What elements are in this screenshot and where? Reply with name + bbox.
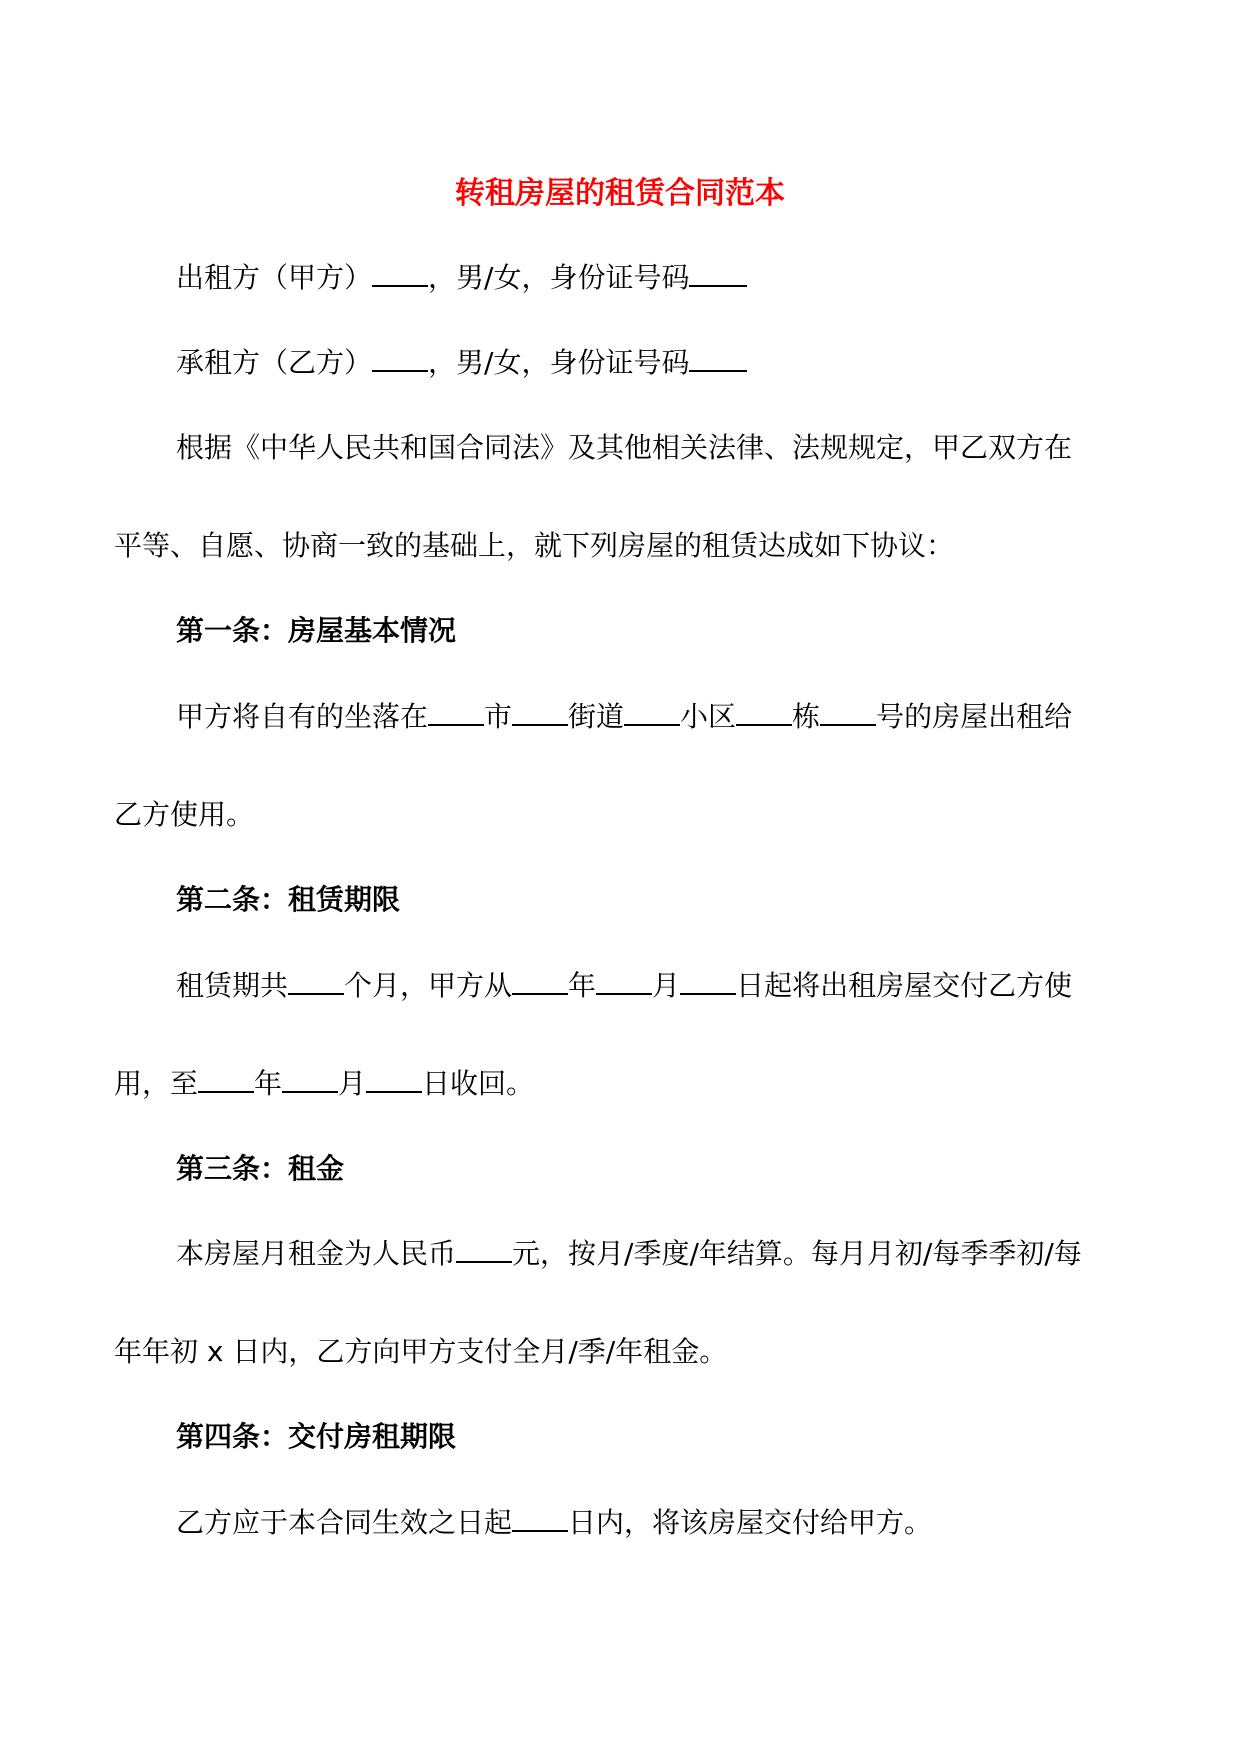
party-a-name-blank — [372, 259, 428, 287]
party-b-name-blank — [372, 344, 428, 372]
article-1-text-6: 号的房屋出租给 — [876, 700, 1073, 733]
months-blank — [288, 967, 344, 995]
article-2-text-1: 租赁期共 — [176, 969, 289, 1002]
party-b-mid: ，男/女，身份证号码 — [428, 346, 690, 379]
party-a-line — [176, 258, 747, 298]
article-1-heading: 第一条：房屋基本情况 — [176, 614, 457, 647]
article-2-heading: 第二条：租赁期限 — [176, 883, 401, 916]
start-month-blank — [596, 967, 652, 995]
article-3-line-1 — [176, 1234, 1082, 1274]
party-a-label: 出租方（甲方） — [176, 261, 373, 294]
street-blank — [512, 698, 568, 726]
article-2-text-4: 月 — [652, 969, 681, 1002]
rent-amount-blank — [456, 1235, 512, 1263]
article-3-line-2: 年年初 x 日内，乙方向甲方支付全月/季/年租金。 — [114, 1335, 728, 1368]
number-blank — [820, 698, 876, 726]
article-2-text-6: 用，至 — [114, 1067, 199, 1100]
article-4-text-1: 乙方应于本合同生效之日起 — [176, 1506, 513, 1539]
article-2-text-3: 年 — [568, 969, 597, 1002]
party-b-label: 承租方（乙方） — [176, 346, 373, 379]
party-a-mid: ，男/女，身份证号码 — [428, 261, 690, 294]
article-3-text-1: 本房屋月租金为人民币 — [176, 1237, 457, 1270]
article-4-heading: 第四条：交付房租期限 — [176, 1420, 457, 1453]
party-b-line — [176, 343, 747, 383]
intro-line-1: 根据《中华人民共和国合同法》及其他相关法律、法规规定，甲乙双方在 — [176, 431, 1073, 464]
article-2-text-2: 个月，甲方从 — [344, 969, 513, 1002]
article-1-text-5: 栋 — [792, 700, 821, 733]
start-day-blank — [680, 967, 736, 995]
article-4-line-1 — [176, 1503, 932, 1543]
article-1-text-4: 小区 — [680, 700, 737, 733]
party-b-id-blank — [689, 344, 747, 372]
article-1-text-3: 街道 — [568, 700, 625, 733]
intro-line-2: 平等、自愿、协商一致的基础上，就下列房屋的租赁达成如下协议： — [114, 529, 955, 562]
article-2-text-8: 月 — [338, 1067, 367, 1100]
article-1-line-2: 乙方使用。 — [114, 798, 255, 831]
handover-days-blank — [512, 1504, 568, 1532]
party-a-id-blank — [689, 259, 747, 287]
end-day-blank — [366, 1065, 422, 1093]
article-1-text-2: 市 — [484, 700, 513, 733]
community-blank — [624, 698, 680, 726]
end-month-blank — [282, 1065, 338, 1093]
article-3-heading: 第三条：租金 — [176, 1152, 345, 1185]
article-2-text-9: 日收回。 — [422, 1067, 535, 1100]
article-2-line-1 — [176, 966, 1072, 1006]
article-2-text-7: 年 — [254, 1067, 283, 1100]
city-blank — [428, 698, 484, 726]
article-2-line-2 — [114, 1064, 534, 1104]
document-title: 转租房屋的租赁合同范本 — [455, 176, 785, 211]
article-2-text-5: 日起将出租房屋交付乙方使 — [736, 969, 1073, 1002]
article-3-text-2: 元，按月/季度/年结算。每月月初/每季季初/每 — [512, 1237, 1082, 1270]
article-1-line-1 — [176, 697, 1072, 737]
article-4-text-2: 日内，将该房屋交付给甲方。 — [568, 1506, 933, 1539]
end-year-blank — [198, 1065, 254, 1093]
start-year-blank — [512, 967, 568, 995]
building-blank — [736, 698, 792, 726]
article-1-text-1: 甲方将自有的坐落在 — [176, 700, 429, 733]
